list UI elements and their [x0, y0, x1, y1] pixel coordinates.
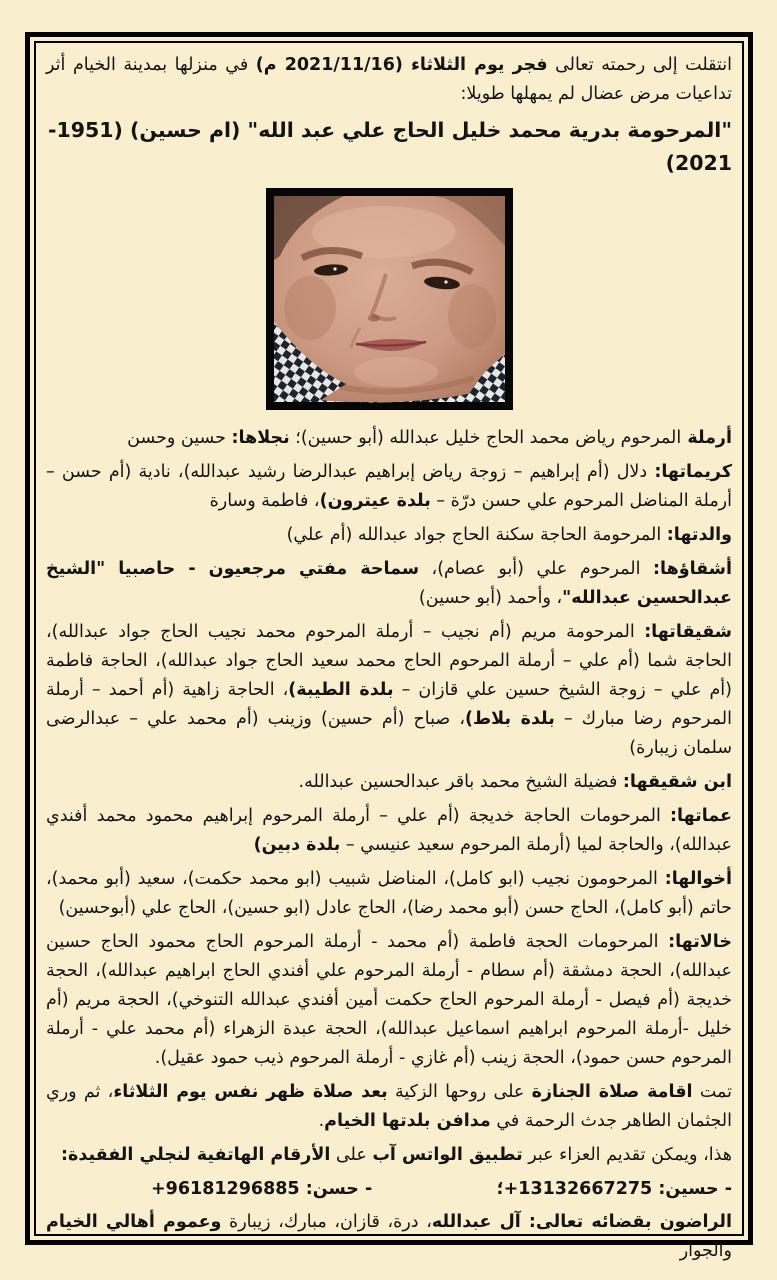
- text: ، فاطمة وسارة: [209, 491, 320, 511]
- bold-text: نجلاها:: [231, 428, 290, 448]
- bold-text: أرملة: [681, 428, 732, 448]
- text: على: [330, 1145, 373, 1165]
- text: المرحومات الحاجة خديجة (أم علي – أرملة المرحوم إبراهيم محمود محمد أفندي عبدالله)، والحاجة لميا (أرملة المرحوم سعيد عنيسي –: [46, 806, 732, 855]
- document-frame: [25, 32, 753, 1261]
- bold-text: تطبيق الواتس آب: [372, 1145, 523, 1165]
- right-eye-highlight: [444, 280, 447, 283]
- text: هذا، ويمكن تقديم العزاء عبر: [522, 1145, 732, 1165]
- bold-text: الراضون بقضائه تعالى: آل عبدالله: [431, 1212, 732, 1232]
- bold-text: بلدة عيترون): [319, 491, 431, 511]
- widow-paragraph: [46, 424, 732, 453]
- bold-text: والدتها:: [666, 525, 732, 545]
- bold-text: بعد صلاة ظهر نفس يوم الثلاثاء: [113, 1082, 388, 1102]
- deceased-photo: [266, 188, 513, 410]
- text: المرحوم رياض محمد الحاج خليل عبدالله (أبو حسين)؛: [289, 428, 682, 448]
- chin-highlight: [354, 357, 438, 387]
- text: المرحومات الحجة فاطمة (أم محمد - أرملة المرحوم الحاج محمود الحاج حسين عبدالله)، الحجة دمشقة (أم سطام - أرملة المرحوم علي أفندي الحاج ابراهيم عبدالله)، الحجة خديجة (أم فيصل - أرملة المرحوم الحاج حكمت أمين أفندي عبدالله التنوخي)، الحجة مريم (أم خليل -أرملة المرحوم ابراهيم اسماعيل عبدالله)، الحجة عبدة الزهراء (أم محمد علي - أرملة المرحوم حسن حمود)، الحجة زينب (أم غازي - أرملة المرحوم ذيب حمود عقيل).: [46, 932, 732, 1068]
- bold-text: كريماتها:: [654, 462, 732, 482]
- bold-text: بلدة دبين): [253, 835, 341, 855]
- funeral-paragraph: [46, 1078, 732, 1136]
- text: ، الحاجة زاهية (أم أحمد – أرملة المرحوم رضا مبارك –: [46, 680, 732, 729]
- deceased-name-title: "المرحومة بدرية محمد خليل الحاج علي عبد الله" (ام حسين) (1951-2021): [47, 118, 732, 175]
- text: المرحومة مريم (أم نجيب – أرملة المرحوم محمد نجيب الحاج جواد عبدالله)، الحاجة شما (أم علي – أرملة المرحوم الحاج محمد سعيد الحاج جواد عبدالله)، الحاجة فاطمة (أم علي – زوجة الشيخ حسين علي قازان –: [46, 622, 732, 700]
- nostril-shadow: [368, 315, 380, 322]
- closing-paragraph: [46, 1208, 732, 1266]
- text: فضيلة الشيخ محمد باقر عبدالحسين عبدالله.: [298, 772, 623, 792]
- bold-text: سماحة مفتي مرجعيون - حاصبيا "الشيخ عبدالحسين عبدالله": [46, 559, 732, 608]
- bold-text: خالاتها:: [668, 932, 732, 952]
- brothers-paragraph: [46, 555, 732, 613]
- text: دلال (أم إبراهيم – زوجة رياض إبراهيم عبدالرضا رشيد عبدالله)، نادية (أم حسن – أرملة المناضل المرحوم علي حسن درّة –: [46, 462, 732, 511]
- cheek-shadow-right: [448, 284, 496, 348]
- text: المرحومون نجيب (ابو كامل)، المناضل شبيب (ابو محمد حكمت)، سعيد (أبو محمد)، حاتم (أبو كامل)، الحاج حسن (أبو محمد رضا)، الحاج عادل (ابو حسين)، الحاج علي (أبوحسين): [46, 869, 732, 918]
- bold-text: الأرقام الهاتفية لنجلي الفقيدة:: [61, 1145, 331, 1165]
- text: ، وأحمد (أبو حسين): [418, 588, 563, 608]
- intro-paragraph: [46, 51, 732, 109]
- text: على روحها الزكية: [387, 1082, 532, 1102]
- maternal-aunts-paragraph: [46, 928, 732, 1073]
- text: انتقلت إلى رحمته تعالى: [547, 55, 732, 75]
- text: المرحومة الحاجة سكنة الحاج جواد عبدالله (أم علي): [286, 525, 667, 545]
- bold-text: بلدة الطيبة): [288, 680, 394, 700]
- paternal-aunts-paragraph: [46, 802, 732, 860]
- text: المرحوم علي (أبو عصام)،: [419, 559, 654, 579]
- left-eye-highlight: [333, 267, 336, 270]
- text: تمت: [692, 1082, 732, 1102]
- body-paragraphs: [46, 424, 732, 1170]
- phone-hassan: - حسن: 96181296885+: [151, 1179, 373, 1199]
- bold-text: وعموم أهالي الخيام: [46, 1212, 222, 1232]
- phone-hussein: - حسين: 13132667275+؛: [496, 1179, 732, 1199]
- sisters-paragraph: [46, 618, 732, 763]
- bold-text: شقيقاتها:: [644, 622, 732, 642]
- bold-text: أخوالها:: [664, 869, 732, 889]
- daughters-paragraph: [46, 458, 732, 516]
- text: ، ثم وري الجثمان الطاهر جدث الرحمة في: [46, 1082, 732, 1131]
- text: والجوار: [679, 1241, 732, 1261]
- text: حسين وحسن: [127, 428, 232, 448]
- face-illustration: [274, 196, 505, 402]
- cheek-shadow-left: [284, 276, 336, 340]
- text: ، درة، قازان، مبارك، زيبارة: [221, 1212, 432, 1232]
- condolences-paragraph: [46, 1141, 732, 1170]
- bold-text: أشقاؤها:: [653, 559, 732, 579]
- bold-text: عماتها:: [670, 806, 732, 826]
- mother-paragraph: [46, 521, 732, 550]
- bold-text: ابن شقيقها:: [622, 772, 732, 792]
- text: في منزلها بمدينة الخيام أثر تداعيات مرض عضال لم يمهلها طويلا:: [46, 55, 732, 104]
- phones-line: [46, 1175, 732, 1204]
- nephew-paragraph: [46, 768, 732, 797]
- bold-text: بلدة بلاط): [464, 709, 555, 729]
- maternal-uncles-paragraph: [46, 865, 732, 923]
- bold-text: مدافن بلدتها الخيام: [324, 1111, 491, 1131]
- text: ، صباح (أم حسين) وزينب (أم محمد علي – عبدالرضى سلمان زيبارة): [46, 709, 732, 758]
- text: .: [318, 1111, 325, 1131]
- bold-text: فجر يوم الثلاثاء (2021/11/16 م): [255, 55, 548, 75]
- document-inner-frame: [34, 41, 744, 1261]
- bold-text: اقامة صلاة الجنازة: [531, 1082, 693, 1102]
